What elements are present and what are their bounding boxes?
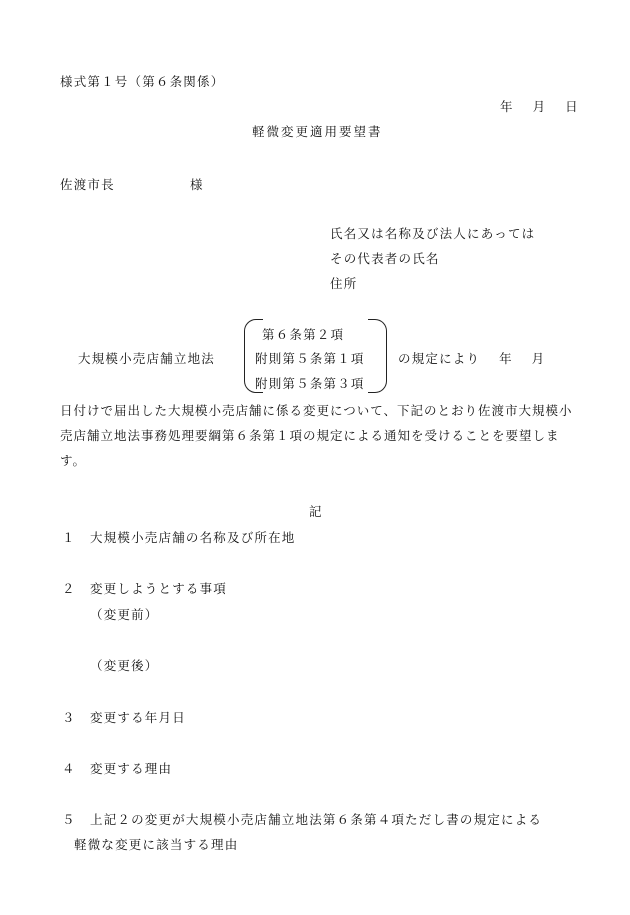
addressee-name: 佐渡市長 <box>60 177 115 192</box>
item-label: 上記２の変更が大規模小売店舗立地法第６条第４項ただし書の規定による <box>90 812 543 827</box>
item-before-label: （変更前） <box>90 607 159 622</box>
item-label: 大規模小売店舗の名称及び所在地 <box>90 530 296 545</box>
item-label: 変更する理由 <box>90 761 173 776</box>
law-name: 大規模小売店舗立地法 <box>78 351 216 366</box>
item-number: ５ <box>62 812 76 827</box>
item-number: ３ <box>62 710 76 725</box>
document-title: 軽微変更適用要望書 <box>252 124 383 139</box>
body-text: 日付けで届出した大規模小売店舗に係る変更について、下記のとおり佐渡市大規模小売店舗立地法事務処理要綱第６条第１項の規定による通知を受けることを要望します。 <box>60 403 573 468</box>
clause-option: 附則第５条第３項 <box>255 376 365 391</box>
addressee-honorific: 様 <box>190 177 204 192</box>
right-bracket <box>368 319 387 393</box>
law-clause-suffix: の規定により 年 月 <box>398 351 546 366</box>
item-label: 変更しようとする事項 <box>90 581 228 596</box>
date-line: 年 月 日 <box>500 99 579 114</box>
item-after-label: （変更後） <box>90 658 159 673</box>
item-number: １ <box>62 530 76 545</box>
item-label-continued: 軽微な変更に該当する理由 <box>74 837 239 852</box>
item-label: 変更する年月日 <box>90 710 186 725</box>
clause-option: 第６条第２項 <box>262 327 345 342</box>
form-number: 様式第１号（第６条関係） <box>60 74 225 89</box>
applicant-name-label: 氏名又は名称及び法人にあっては <box>330 226 536 241</box>
applicant-address-label: 住所 <box>330 276 358 291</box>
ki-heading: 記 <box>309 504 323 519</box>
clause-option: 附則第５条第１項 <box>255 351 365 366</box>
applicant-representative-label: その代表者の氏名 <box>330 251 440 266</box>
item-number: ２ <box>62 581 76 596</box>
item-number: ４ <box>62 761 76 776</box>
